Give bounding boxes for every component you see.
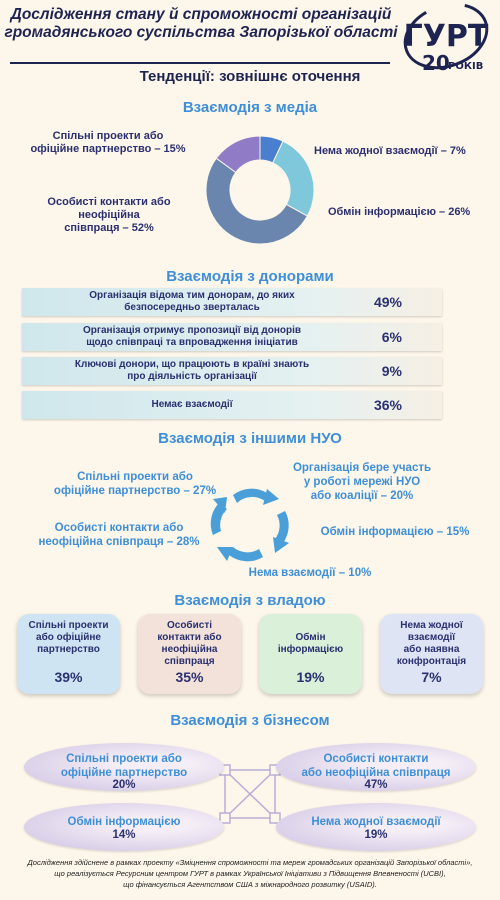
- business-ellipse-percent: 20%: [112, 779, 136, 791]
- business-ellipse-percent: 47%: [364, 779, 388, 791]
- media-label-personal-line-2: неофіційна: [78, 209, 140, 221]
- donor-row-label-line-1: Організація отримує пропозиції від донорів: [82, 325, 302, 336]
- ngo-label-personal-line-1: Особисті контакти або: [54, 522, 184, 534]
- donor-row: [22, 323, 442, 351]
- business-ellipse: [276, 743, 476, 791]
- ngo-label-info: Обмін інформацією – 15%: [320, 526, 470, 538]
- donor-row-percent: 49%: [373, 294, 402, 310]
- authority-box-label: [384, 620, 479, 668]
- authority-box-label: [142, 620, 237, 668]
- donut-slice: [273, 141, 314, 216]
- logo-years: РОКІВ: [448, 61, 484, 72]
- authority-box-percent: 35%: [175, 669, 204, 685]
- media-label-joint-line-2: офіційне партнерство – 15%: [30, 143, 186, 155]
- business-ellipse-label: [276, 815, 476, 829]
- authority-box-percent: 39%: [54, 669, 83, 685]
- authority-box-label-line-1: Спільні проекти: [28, 620, 109, 631]
- authority-box-label-line-3: неофіційна: [161, 644, 218, 655]
- authority-box-label-line-3: партнерство: [37, 644, 100, 655]
- ngo-section-title: Взаємодія з іншими НУО: [158, 430, 342, 447]
- donor-row-label: [32, 357, 352, 385]
- authority-box-label-line-1: Нема жодної: [400, 620, 463, 631]
- donor-row-label-line-2: щодо співпраці та впровадження ініціатив: [86, 337, 298, 348]
- business-ellipse-percent: 19%: [364, 829, 388, 841]
- media-label-info: Обмін інформацією – 26%: [328, 206, 471, 218]
- donor-row-percent: 36%: [373, 397, 402, 413]
- page-subtitle: Тенденції: зовнішнє оточення: [139, 68, 361, 85]
- donor-row-label: [32, 391, 352, 419]
- business-ellipse-label: [24, 752, 224, 780]
- authority-box-label-line-1: Обмін: [295, 632, 326, 643]
- report-title-line-2: громадянського суспільства Запорізької області: [4, 24, 398, 41]
- authority-box-percent: 19%: [296, 669, 325, 685]
- donor-row: [22, 357, 442, 385]
- business-ellipse-label-line-2: офіційне партнерство: [60, 767, 188, 779]
- ngo-label-none: Нема взаємодії – 10%: [248, 567, 372, 579]
- media-label-joint: [24, 130, 192, 156]
- authority-box: [380, 614, 483, 694]
- cycle-arrows-icon: [205, 485, 300, 565]
- donor-row: [22, 391, 442, 419]
- ngo-label-network-line-1: Організація бере участь: [292, 462, 432, 474]
- donor-row-label: [32, 323, 352, 351]
- authority-box-label-line-4: конфронтація: [396, 656, 467, 667]
- donor-row-label: [32, 288, 352, 316]
- authority-box-label: [263, 632, 358, 656]
- donors-section-title: Взаємодія з донорами: [166, 268, 334, 285]
- business-section-title: Взаємодія з бізнесом: [170, 712, 330, 729]
- ngo-label-network-line-3: або коаліції – 20%: [310, 490, 414, 502]
- footer-line-3: що фінансується Агентством США з міжнародного розвитку (USAID).: [123, 880, 377, 889]
- logo-number: 20: [422, 51, 450, 72]
- donor-row-label-line-1: Ключові донори, що працюють в країні знають: [74, 359, 310, 370]
- authority-box-label-line-2: інформацією: [277, 644, 344, 655]
- donor-row: [22, 288, 442, 316]
- business-ellipse-percent: 14%: [112, 829, 136, 841]
- media-label-personal-line-1: Особисті контакти або: [47, 196, 171, 208]
- donor-row-percent: 9%: [381, 363, 402, 379]
- business-ellipse-label-line-2: або неофіційна співпраця: [301, 767, 451, 779]
- business-ellipse-label: [24, 815, 224, 829]
- business-ellipse: [24, 743, 224, 791]
- authority-box-label: [21, 620, 116, 656]
- media-label-joint-line-1: Спільні проекти або: [52, 130, 164, 142]
- authority-box-label-line-4: співпраця: [164, 656, 215, 667]
- report-title-line-1: Дослідження стану й спроможності організацій: [10, 6, 392, 23]
- authority-section-title: Взаємодія з владою: [174, 592, 326, 609]
- ngo-label-personal: [14, 521, 224, 549]
- business-ellipse-label-line-1: Особисті контакти: [323, 753, 429, 765]
- donor-row-label-line-1: Організація відома тим донорам, до яких: [89, 290, 295, 301]
- media-donut-slices: [206, 136, 314, 244]
- donor-row-label-line-1: Немає взаємодії: [151, 399, 233, 410]
- authority-box-label-line-2: або офіційне: [36, 632, 101, 643]
- donor-row-label-line-2: безпосередньо зверталась: [124, 302, 260, 313]
- business-connector-frame: [215, 760, 285, 830]
- business-ellipse-label-line-1: Спільні проекти або: [66, 753, 182, 765]
- authority-box-label-line-2: взаємодії: [407, 632, 456, 643]
- ngo-label-network-line-2: у роботі мережі НУО: [303, 476, 421, 488]
- media-section-title: Взаємодія з медіа: [182, 99, 318, 116]
- authority-box-label-line-2: контакти або: [157, 632, 222, 643]
- media-label-personal-line-3: співпраця – 52%: [64, 222, 154, 234]
- business-ellipse-label-line-1: Обмін інформацією: [67, 816, 181, 828]
- authority-box: [138, 614, 241, 694]
- ngo-label-joint-line-1: Спільні проекти або: [77, 471, 193, 483]
- footer-note: [10, 857, 490, 890]
- donor-row-percent: 6%: [381, 329, 402, 345]
- authority-box-percent: 7%: [421, 669, 442, 685]
- authority-box: [17, 614, 120, 694]
- business-ellipse-label: [276, 752, 476, 780]
- business-ellipse: [24, 803, 224, 851]
- authority-box: [259, 614, 362, 694]
- footer-line-2: що реалізується Ресурсним центром ГУРТ в рамках Української Ініціативи з Підвищення Впевненості (UCBI),: [54, 869, 446, 878]
- ngo-label-joint-line-2: офіційне партнерство – 27%: [53, 485, 217, 497]
- footer-line-1: Дослідження здійснене в рамках проекту «Зміцнення спроможності та мереж громадських організацій Запорізької області»,: [27, 858, 473, 867]
- media-label-none: Нема жодної взаємодії – 7%: [314, 145, 466, 157]
- authority-box-label-line-3: або наявна: [403, 644, 460, 655]
- ngo-label-personal-line-2: неофіційна співпраця – 28%: [38, 536, 200, 548]
- business-ellipse-label-line-1: Нема жодної взаємодії: [311, 816, 441, 828]
- logo-letters: ГУРТ: [403, 19, 489, 54]
- authority-box-label-line-1: Особисті: [166, 620, 212, 631]
- donor-row-label-line-2: про діяльність організації: [127, 371, 257, 382]
- media-label-personal: [34, 196, 184, 235]
- business-ellipse: [276, 803, 476, 851]
